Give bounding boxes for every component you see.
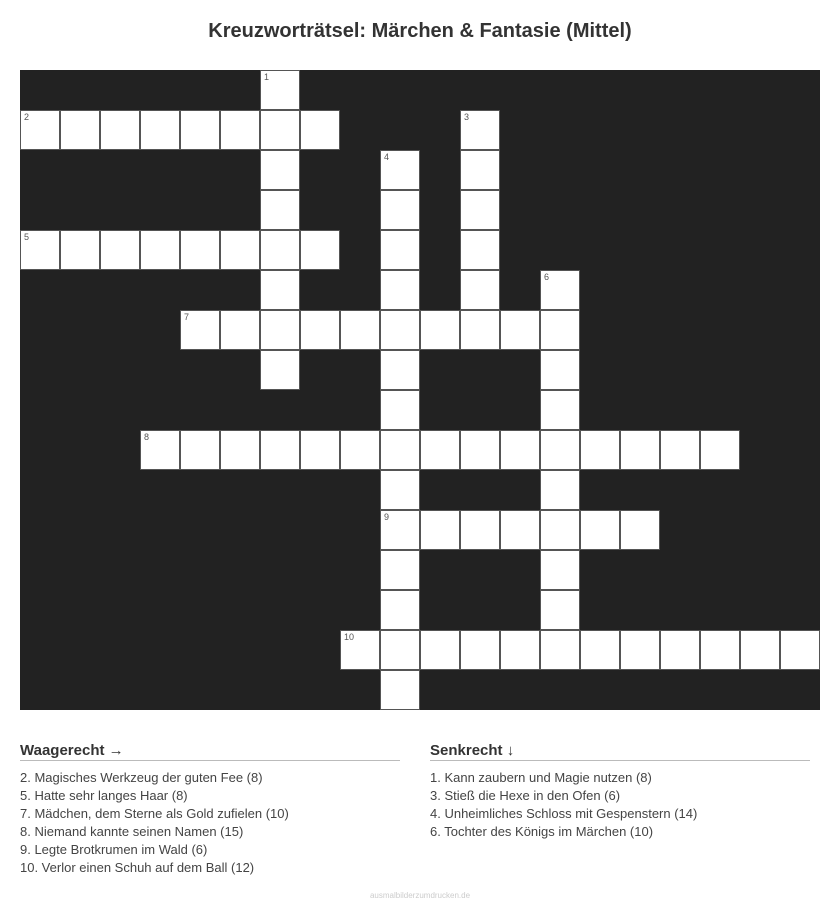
crossword-cell[interactable] — [620, 630, 660, 670]
crossword-cell[interactable] — [380, 350, 420, 390]
crossword-cell[interactable] — [300, 310, 340, 350]
down-clues — [430, 742, 810, 841]
crossword-cell[interactable] — [340, 630, 380, 670]
crossword-cell[interactable] — [260, 190, 300, 230]
clue-number: 2 — [24, 112, 30, 122]
crossword-cell[interactable] — [580, 510, 620, 550]
crossword-cell[interactable] — [380, 150, 420, 190]
crossword-cell[interactable] — [540, 470, 580, 510]
crossword-cell[interactable] — [700, 430, 740, 470]
crossword-cell[interactable] — [500, 430, 540, 470]
crossword-cell[interactable] — [500, 510, 540, 550]
crossword-cell[interactable] — [420, 310, 460, 350]
down-heading: Senkrecht ↓ — [430, 742, 810, 761]
crossword-cell[interactable] — [60, 110, 100, 150]
clue-number: 8 — [144, 432, 150, 442]
crossword-cell[interactable] — [300, 110, 340, 150]
crossword-cell[interactable] — [380, 470, 420, 510]
crossword-cell[interactable] — [180, 430, 220, 470]
clue-number: 9 — [384, 512, 390, 522]
crossword-cell[interactable] — [260, 150, 300, 190]
clue-item: 9. Legte Brotkrumen im Wald (6) — [20, 842, 208, 857]
crossword-cell[interactable] — [260, 230, 300, 270]
crossword-cell[interactable] — [660, 430, 700, 470]
crossword-cell[interactable] — [780, 630, 820, 670]
crossword-cell[interactable] — [540, 390, 580, 430]
crossword-cell[interactable] — [340, 430, 380, 470]
crossword-cell[interactable] — [460, 270, 500, 310]
crossword-cell[interactable] — [380, 550, 420, 590]
crossword-cell[interactable] — [460, 150, 500, 190]
crossword-cell[interactable] — [260, 270, 300, 310]
crossword-cell[interactable] — [460, 310, 500, 350]
crossword-cell[interactable] — [380, 670, 420, 710]
clue-item: 4. Unheimliches Schloss mit Gespenstern (14) — [430, 806, 698, 821]
crossword-cell[interactable] — [60, 230, 100, 270]
crossword-cell[interactable] — [580, 630, 620, 670]
crossword-cell[interactable] — [380, 590, 420, 630]
clue-item: 10. Verlor einen Schuh auf dem Ball (12) — [20, 860, 255, 875]
crossword-cell[interactable] — [220, 310, 260, 350]
crossword-cell[interactable] — [460, 430, 500, 470]
down-clue-list — [430, 769, 810, 841]
crossword-cell[interactable] — [460, 110, 500, 150]
crossword-cell[interactable] — [700, 630, 740, 670]
crossword-cell[interactable] — [660, 630, 700, 670]
crossword-cell[interactable] — [380, 270, 420, 310]
crossword-cell[interactable] — [100, 110, 140, 150]
crossword-cell[interactable] — [380, 230, 420, 270]
crossword-cell[interactable] — [420, 630, 460, 670]
crossword-cell[interactable] — [220, 430, 260, 470]
crossword-cell[interactable] — [20, 110, 60, 150]
crossword-cell[interactable] — [420, 430, 460, 470]
crossword-cell[interactable] — [460, 510, 500, 550]
crossword-grid — [20, 70, 820, 710]
crossword-cell[interactable] — [620, 430, 660, 470]
crossword-cell[interactable] — [140, 230, 180, 270]
crossword-cell[interactable] — [460, 190, 500, 230]
clue-number: 10 — [344, 632, 355, 642]
crossword-cell[interactable] — [540, 630, 580, 670]
crossword-cell[interactable] — [420, 510, 460, 550]
crossword-cell[interactable] — [180, 310, 220, 350]
crossword-cell[interactable] — [540, 270, 580, 310]
crossword-cell[interactable] — [340, 310, 380, 350]
crossword-cell[interactable] — [380, 630, 420, 670]
crossword-cell[interactable] — [380, 510, 420, 550]
crossword-cell[interactable] — [220, 110, 260, 150]
crossword-cell[interactable] — [260, 110, 300, 150]
clue-item: 5. Hatte sehr langes Haar (8) — [20, 788, 188, 803]
clue-item: 8. Niemand kannte seinen Namen (15) — [20, 824, 244, 839]
clue-item: 7. Mädchen, dem Sterne als Gold zufielen (10) — [20, 806, 289, 821]
crossword-cell[interactable] — [260, 70, 300, 110]
crossword-cell[interactable] — [300, 430, 340, 470]
across-clues — [20, 742, 400, 877]
crossword-cell[interactable] — [620, 510, 660, 550]
clue-item: 3. Stieß die Hexe in den Ofen (6) — [430, 788, 621, 803]
crossword-cell[interactable] — [260, 430, 300, 470]
clue-number: 1 — [264, 72, 270, 82]
crossword-cell[interactable] — [260, 310, 300, 350]
crossword-cell[interactable] — [140, 430, 180, 470]
crossword-cell[interactable] — [380, 190, 420, 230]
crossword-cell[interactable] — [500, 310, 540, 350]
across-heading: Waagerecht → — [20, 742, 400, 761]
crossword-cell[interactable] — [180, 110, 220, 150]
clue-number: 3 — [464, 112, 470, 122]
clue-number: 6 — [544, 272, 550, 282]
crossword-cell[interactable] — [100, 230, 140, 270]
crossword-cell[interactable] — [140, 110, 180, 150]
crossword-cell[interactable] — [20, 230, 60, 270]
page-title: Kreuzworträtsel: Märchen & Fantasie (Mittel) — [208, 20, 632, 42]
clue-item: 2. Magisches Werkzeug der guten Fee (8) — [20, 770, 263, 785]
footer-credit: ausmalbilderzumdrucken.de — [369, 891, 471, 900]
clue-number: 5 — [24, 232, 30, 242]
crossword-cell[interactable] — [540, 550, 580, 590]
crossword-cell[interactable] — [580, 430, 620, 470]
crossword-cell[interactable] — [540, 350, 580, 390]
crossword-cell[interactable] — [540, 430, 580, 470]
across-clue-list — [20, 769, 400, 877]
crossword-cell[interactable] — [220, 230, 260, 270]
crossword-cell[interactable] — [380, 390, 420, 430]
crossword-cell[interactable] — [540, 310, 580, 350]
crossword-cell[interactable] — [500, 630, 540, 670]
crossword-cell[interactable] — [180, 230, 220, 270]
crossword-cell[interactable] — [380, 310, 420, 350]
clue-number: 4 — [384, 152, 390, 162]
crossword-cell[interactable] — [260, 350, 300, 390]
clue-number: 7 — [184, 312, 190, 322]
crossword-cell[interactable] — [380, 430, 420, 470]
crossword-cell[interactable] — [540, 590, 580, 630]
crossword-cell[interactable] — [460, 230, 500, 270]
clue-item: 6. Tochter des Königs im Märchen (10) — [430, 824, 654, 839]
crossword-cell[interactable] — [740, 630, 780, 670]
crossword-cell[interactable] — [300, 230, 340, 270]
crossword-cell[interactable] — [460, 630, 500, 670]
crossword-cell[interactable] — [540, 510, 580, 550]
clue-item: 1. Kann zaubern und Magie nutzen (8) — [430, 770, 652, 785]
